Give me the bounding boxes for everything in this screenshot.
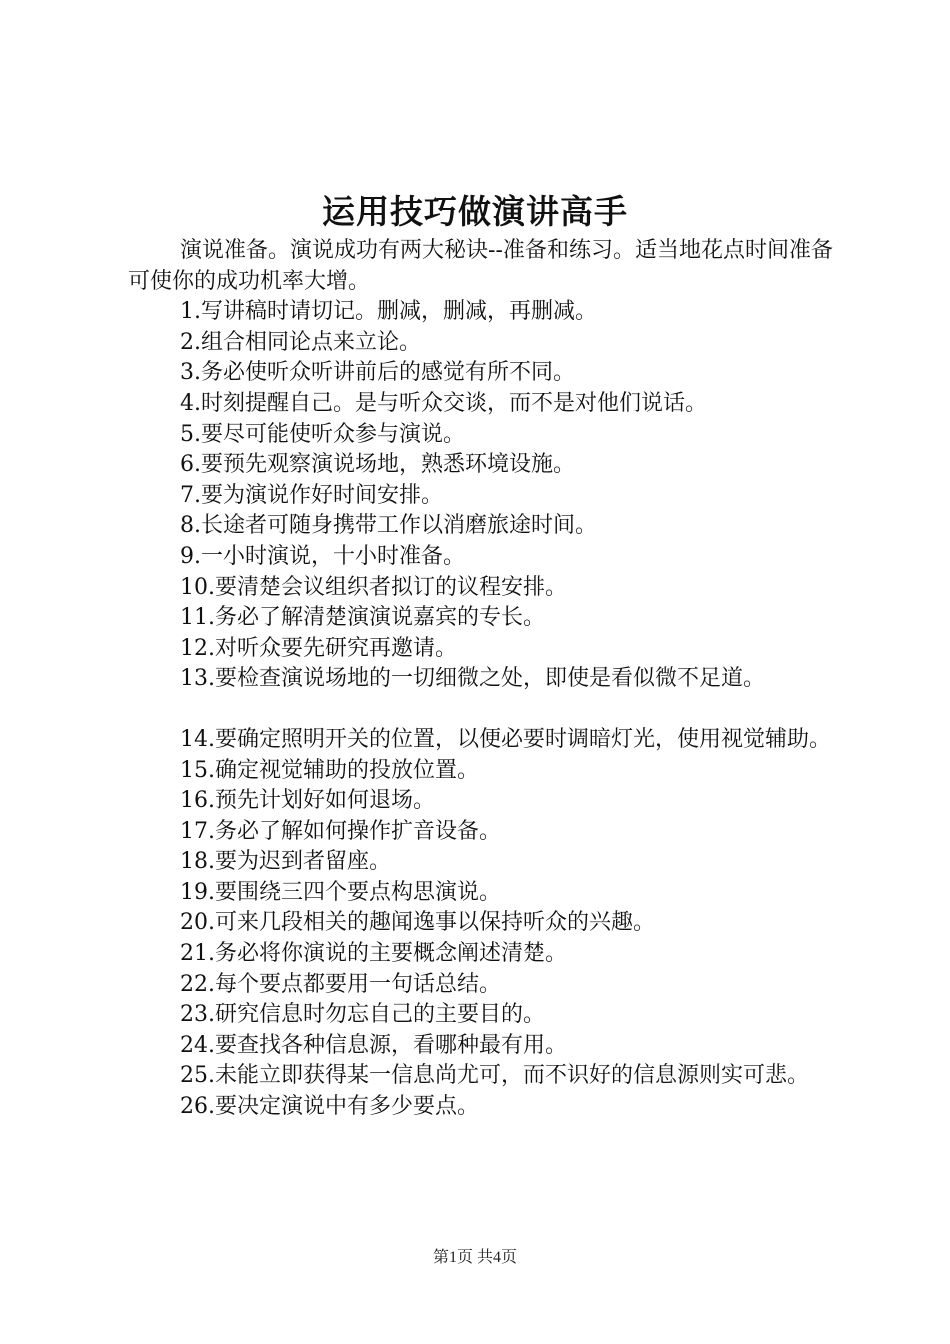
paragraph-gap <box>128 695 833 725</box>
list-item: 25.未能立即获得某一信息尚尤可，而不识好的信息源则实可悲。 <box>180 1063 809 1089</box>
list-item: 8.长途者可随身携带工作以消磨旅途时间。 <box>180 513 597 539</box>
page-number-footer: 第1页 共4页 <box>432 1249 517 1266</box>
list-item: 23.研究信息时勿忘自己的主要目的。 <box>180 1002 545 1028</box>
list-item: 2.组合相同论点来立论。 <box>180 329 421 355</box>
intro-paragraph: 演说准备。演说成功有两大秘诀--准备和练习。适当地花点时间准备可使你的成功机率大增。 <box>128 238 833 294</box>
list-item: 1.写讲稿时请切记。删减，删减，再删减。 <box>180 299 597 325</box>
list-item: 19.要围绕三四个要点构思演说。 <box>180 879 501 905</box>
list-item: 20.可来几段相关的趣闻逸事以保持听众的兴趣。 <box>180 910 655 936</box>
list-item: 11.务必了解清楚演演说嘉宾的专长。 <box>180 605 545 631</box>
document-title: 运用技巧做演讲高手 <box>322 192 628 231</box>
list-item: 7.要为演说作好时间安排。 <box>180 482 443 508</box>
list-item: 5.要尽可能使听众参与演说。 <box>180 421 465 447</box>
list-item: 16.预先计划好如何退场。 <box>180 788 435 814</box>
list-item: 22.每个要点都要用一句话总结。 <box>180 971 501 997</box>
list-item: 14.要确定照明开关的位置，以便必要时调暗灯光，使用视觉辅助。 <box>180 726 831 752</box>
list-item: 13.要检查演说场地的一切细微之处，即使是看似微不足道。 <box>180 666 765 692</box>
list-item: 12.对听众要先研究再邀请。 <box>180 635 457 661</box>
list-item: 6.要预先观察演说场地，熟悉环境设施。 <box>180 452 575 478</box>
list-item: 21.务必将你演说的主要概念阐述清楚。 <box>180 941 567 967</box>
list-item: 15.确定视觉辅助的投放位置。 <box>180 757 479 783</box>
list-item: 9.一小时演说，十小时准备。 <box>180 543 465 569</box>
list-item: 24.要查找各种信息源，看哪种最有用。 <box>180 1032 567 1058</box>
list-item: 10.要清楚会议组织者拟订的议程安排。 <box>180 574 567 600</box>
document-body <box>128 236 833 1123</box>
list-item: 18.要为迟到者留座。 <box>180 849 391 875</box>
list-item: 3.务必使听众听讲前后的感觉有所不同。 <box>180 360 575 386</box>
list-item: 4.时刻提醒自己。是与听众交谈，而不是对他们说话。 <box>180 390 707 416</box>
list-item: 26.要决定演说中有多少要点。 <box>180 1094 479 1120</box>
list-item: 17.务必了解如何操作扩音设备。 <box>180 818 501 844</box>
